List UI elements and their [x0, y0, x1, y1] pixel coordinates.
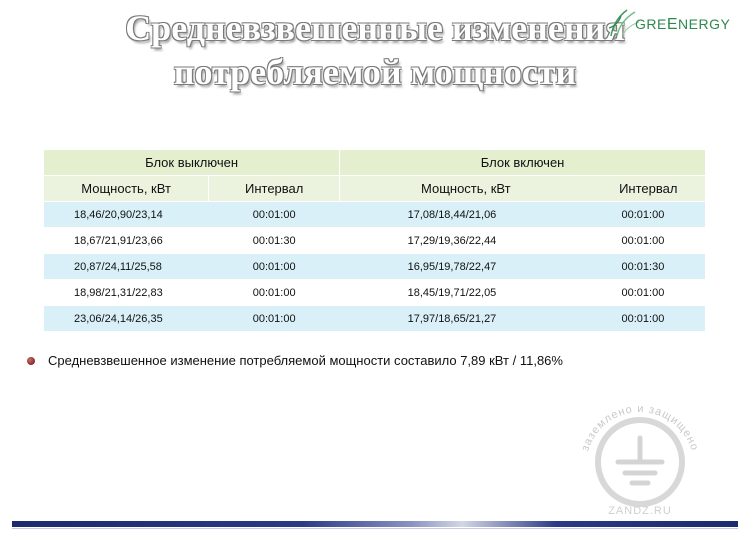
cell-power-off: 18,98/21,31/22,83	[44, 280, 209, 306]
cell-interval-on: 00:01:00	[592, 306, 705, 332]
cell-power-off: 23,06/24,14/26,35	[44, 306, 209, 332]
watermark-arc-text: заземлено и защищено	[579, 402, 701, 453]
footer-bar	[12, 521, 738, 527]
column-header-power-on: Мощность, кВт	[340, 176, 592, 202]
cell-power-off: 20,87/24,11/25,58	[44, 254, 209, 280]
cell-interval-off: 00:01:30	[209, 228, 340, 254]
column-header-row	[44, 176, 705, 202]
footer-divider	[12, 528, 738, 529]
summary-text: Средневзвешенное изменение потребляемой мощности составило 7,89 кВт / 11,86%	[48, 353, 563, 368]
cell-interval-on: 00:01:00	[592, 202, 705, 228]
table-row	[44, 254, 705, 280]
cell-interval-on: 00:01:30	[592, 254, 705, 280]
company-logo	[605, 6, 750, 40]
power-table	[44, 150, 705, 331]
cell-interval-off: 00:01:00	[209, 202, 340, 228]
grounding-watermark	[570, 388, 710, 528]
slide-title-line-2: потребляемой мощности	[173, 52, 577, 92]
cell-interval-on: 00:01:00	[592, 228, 705, 254]
group-header-off: Блок выключен	[44, 150, 340, 176]
cell-power-off: 18,46/20,90/23,14	[44, 202, 209, 228]
group-header-on: Блок включен	[340, 150, 705, 176]
column-header-power-off: Мощность, кВт	[44, 176, 209, 202]
cell-power-on: 18,45/19,71/22,05	[340, 280, 592, 306]
bullet-icon	[27, 357, 35, 365]
table-row	[44, 202, 705, 228]
cell-power-off: 18,67/21,91/23,66	[44, 228, 209, 254]
table-row	[44, 280, 705, 306]
ground-symbol-icon	[618, 438, 662, 483]
cell-power-on: 17,29/19,36/22,44	[340, 228, 592, 254]
cell-power-on: 17,08/18,44/21,06	[340, 202, 592, 228]
table-row	[44, 306, 705, 332]
slide-title-line-1: Средневзвешенные изменения	[125, 8, 625, 48]
cell-interval-off: 00:01:00	[209, 254, 340, 280]
column-header-interval-on: Интервал	[592, 176, 705, 202]
cell-interval-off: 00:01:00	[209, 280, 340, 306]
column-header-interval-off: Интервал	[209, 176, 340, 202]
watermark-site-text: ZANDZ.RU	[608, 505, 672, 517]
cell-power-on: 17,97/18,65/21,27	[340, 306, 592, 332]
cell-interval-on: 00:01:00	[592, 280, 705, 306]
group-header-row	[44, 150, 705, 176]
cell-power-on: 16,95/19,78/22,47	[340, 254, 592, 280]
logo-text: GREENERGY	[635, 16, 731, 33]
table-row	[44, 228, 705, 254]
cell-interval-off: 00:01:00	[209, 306, 340, 332]
